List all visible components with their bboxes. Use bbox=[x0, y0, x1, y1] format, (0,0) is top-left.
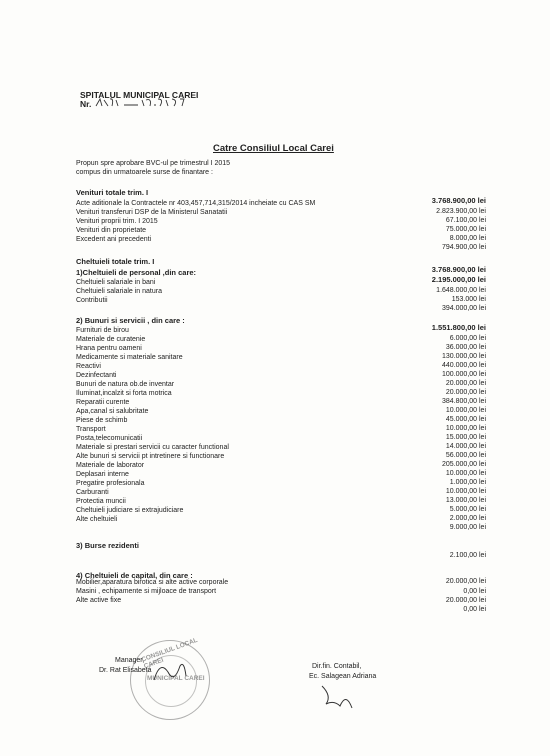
intro-line-2: compus din urmatoarele surse de finantare : bbox=[76, 169, 213, 176]
personnel-heading: 1)Cheltuieli de personal ,din care: bbox=[76, 268, 197, 277]
list-item: Furnituri de birou 6.000,00 lei bbox=[76, 327, 486, 342]
document-title: Catre Consiliul Local Carei bbox=[213, 143, 334, 154]
list-item: Protectia muncii 5.000,00 lei bbox=[76, 498, 486, 513]
list-item: Acte aditionale la Contractele nr 403,457,714,315/2014 incheiate cu CAS SM 2.823.900,00 lei bbox=[76, 200, 486, 215]
income-total: 3.768.900,00 lei bbox=[431, 196, 486, 205]
list-item: 0,00 lei bbox=[463, 606, 486, 613]
list-item: Hrana pentru oameni 130.000,00 lei bbox=[76, 345, 486, 360]
list-item: Deplasari interne 1.000,00 lei bbox=[76, 471, 486, 486]
income-list bbox=[76, 199, 486, 259]
list-item: Bunuri de natura ob.de inventar 20.000,00 lei bbox=[76, 381, 486, 396]
list-item: Alte active fixe 20.000,00 lei bbox=[76, 597, 486, 604]
list-item: Dezinfectanti 20.000,00 lei bbox=[76, 372, 486, 387]
list-item: Reparatii curente 10.000,00 lei bbox=[76, 399, 486, 414]
list-item: Alte bunuri si servicii pt intretinere si functionare 205.000,00 lei bbox=[76, 453, 486, 468]
list-item: Cheltuieli salariale in natura 153.000 lei bbox=[76, 288, 486, 303]
finance-director-signature-icon bbox=[318, 682, 358, 712]
goods-services-heading: 2) Bunuri si servicii , din care : bbox=[76, 316, 185, 325]
list-item: Cheltuieli judiciare si extrajudiciare 2.000,00 lei bbox=[76, 507, 486, 522]
list-item: Posta,telecomunicatii 14.000,00 lei bbox=[76, 435, 486, 450]
list-item: Venituri transferuri DSP de la Ministerul Sanatatii 67.100,00 lei bbox=[76, 209, 486, 224]
capital-list bbox=[76, 578, 486, 618]
goods-services-list bbox=[76, 326, 486, 536]
capital-heading: 4) Cheltuieli de capital, din care : bbox=[76, 571, 193, 580]
expenses-heading: Cheltuieli totale trim. I bbox=[76, 257, 155, 266]
income-heading: Venituri totale trim. I bbox=[76, 188, 149, 197]
list-item: Venituri din proprietate 8.000,00 lei bbox=[76, 227, 486, 242]
registration-number-label: Nr. bbox=[80, 99, 92, 109]
list-item: Medicamente si materiale sanitare 440.000,00 lei bbox=[76, 354, 486, 369]
personnel-total: 2.195.000,00 lei bbox=[431, 275, 486, 284]
list-item: Masini , echipamente si mijloace de transport 0,00 lei bbox=[76, 588, 486, 595]
list-item: Materiale si prestari servicii cu caracter functional 56.000,00 lei bbox=[76, 444, 486, 459]
list-item: Venituri proprii trim. I 2015 75.000,00 lei bbox=[76, 218, 486, 233]
finance-director-name: Ec. Salagean Adriana bbox=[309, 673, 377, 680]
manager-name: Dr. Rat Elisabeta bbox=[99, 667, 152, 674]
list-item: Transport 15.000,00 lei bbox=[76, 426, 486, 441]
list-item: Piese de schimb 10.000,00 lei bbox=[76, 417, 486, 432]
finance-director-role: Dir.fin. Contabil, bbox=[312, 663, 362, 670]
list-item: Alte cheltuieli 9.000,00 lei bbox=[76, 516, 486, 531]
residents-scholarships-heading: 3) Burse rezidenti bbox=[76, 541, 139, 550]
intro-line-1: Propun spre aprobare BVC-ul pe trimestrul I 2015 bbox=[76, 160, 231, 167]
goods-services-total: 1.551.800,00 lei bbox=[431, 323, 486, 332]
institution-name: SPITALUL MUNICIPAL CAREI bbox=[80, 90, 199, 100]
expenses-total: 3.768.900,00 lei bbox=[431, 265, 486, 274]
personnel-list bbox=[76, 278, 486, 312]
handwritten-registration-number bbox=[94, 96, 194, 110]
list-item: Materiale de laborator 10.000,00 lei bbox=[76, 462, 486, 477]
list-item: Carburanti 13.000,00 lei bbox=[76, 489, 486, 504]
stamp-center-text: MUNICIPAL CAREI bbox=[147, 675, 205, 682]
list-item: Contributii 394.000,00 lei bbox=[76, 297, 486, 312]
manager-role: Manager, bbox=[115, 657, 145, 664]
residents-scholarships-total: 2.100,00 lei bbox=[449, 552, 486, 559]
list-item: Cheltuieli salariale in bani 1.648.000,00 lei bbox=[76, 279, 486, 294]
manager-signature-icon bbox=[150, 658, 190, 688]
list-item: Apa,canal si salubritate 45.000,00 lei bbox=[76, 408, 486, 423]
list-item: Iluminat,incalzit si forta motrica 384.800,00 lei bbox=[76, 390, 486, 405]
list-item: Materiale de curatenie 36.000,00 lei bbox=[76, 336, 486, 351]
stamp-ring-text: CONSILIUL LOCAL CAREI bbox=[140, 636, 199, 671]
list-item: Excedent ani precedenti 794.900,00 lei bbox=[76, 236, 486, 251]
list-item: Pregatire profesionala 10.000,00 lei bbox=[76, 480, 486, 495]
list-item: Mobilier,aparatura birotica si alte active corporale 20.000,00 lei bbox=[76, 578, 486, 586]
list-item: Reactivi 100.000,00 lei bbox=[76, 363, 486, 378]
